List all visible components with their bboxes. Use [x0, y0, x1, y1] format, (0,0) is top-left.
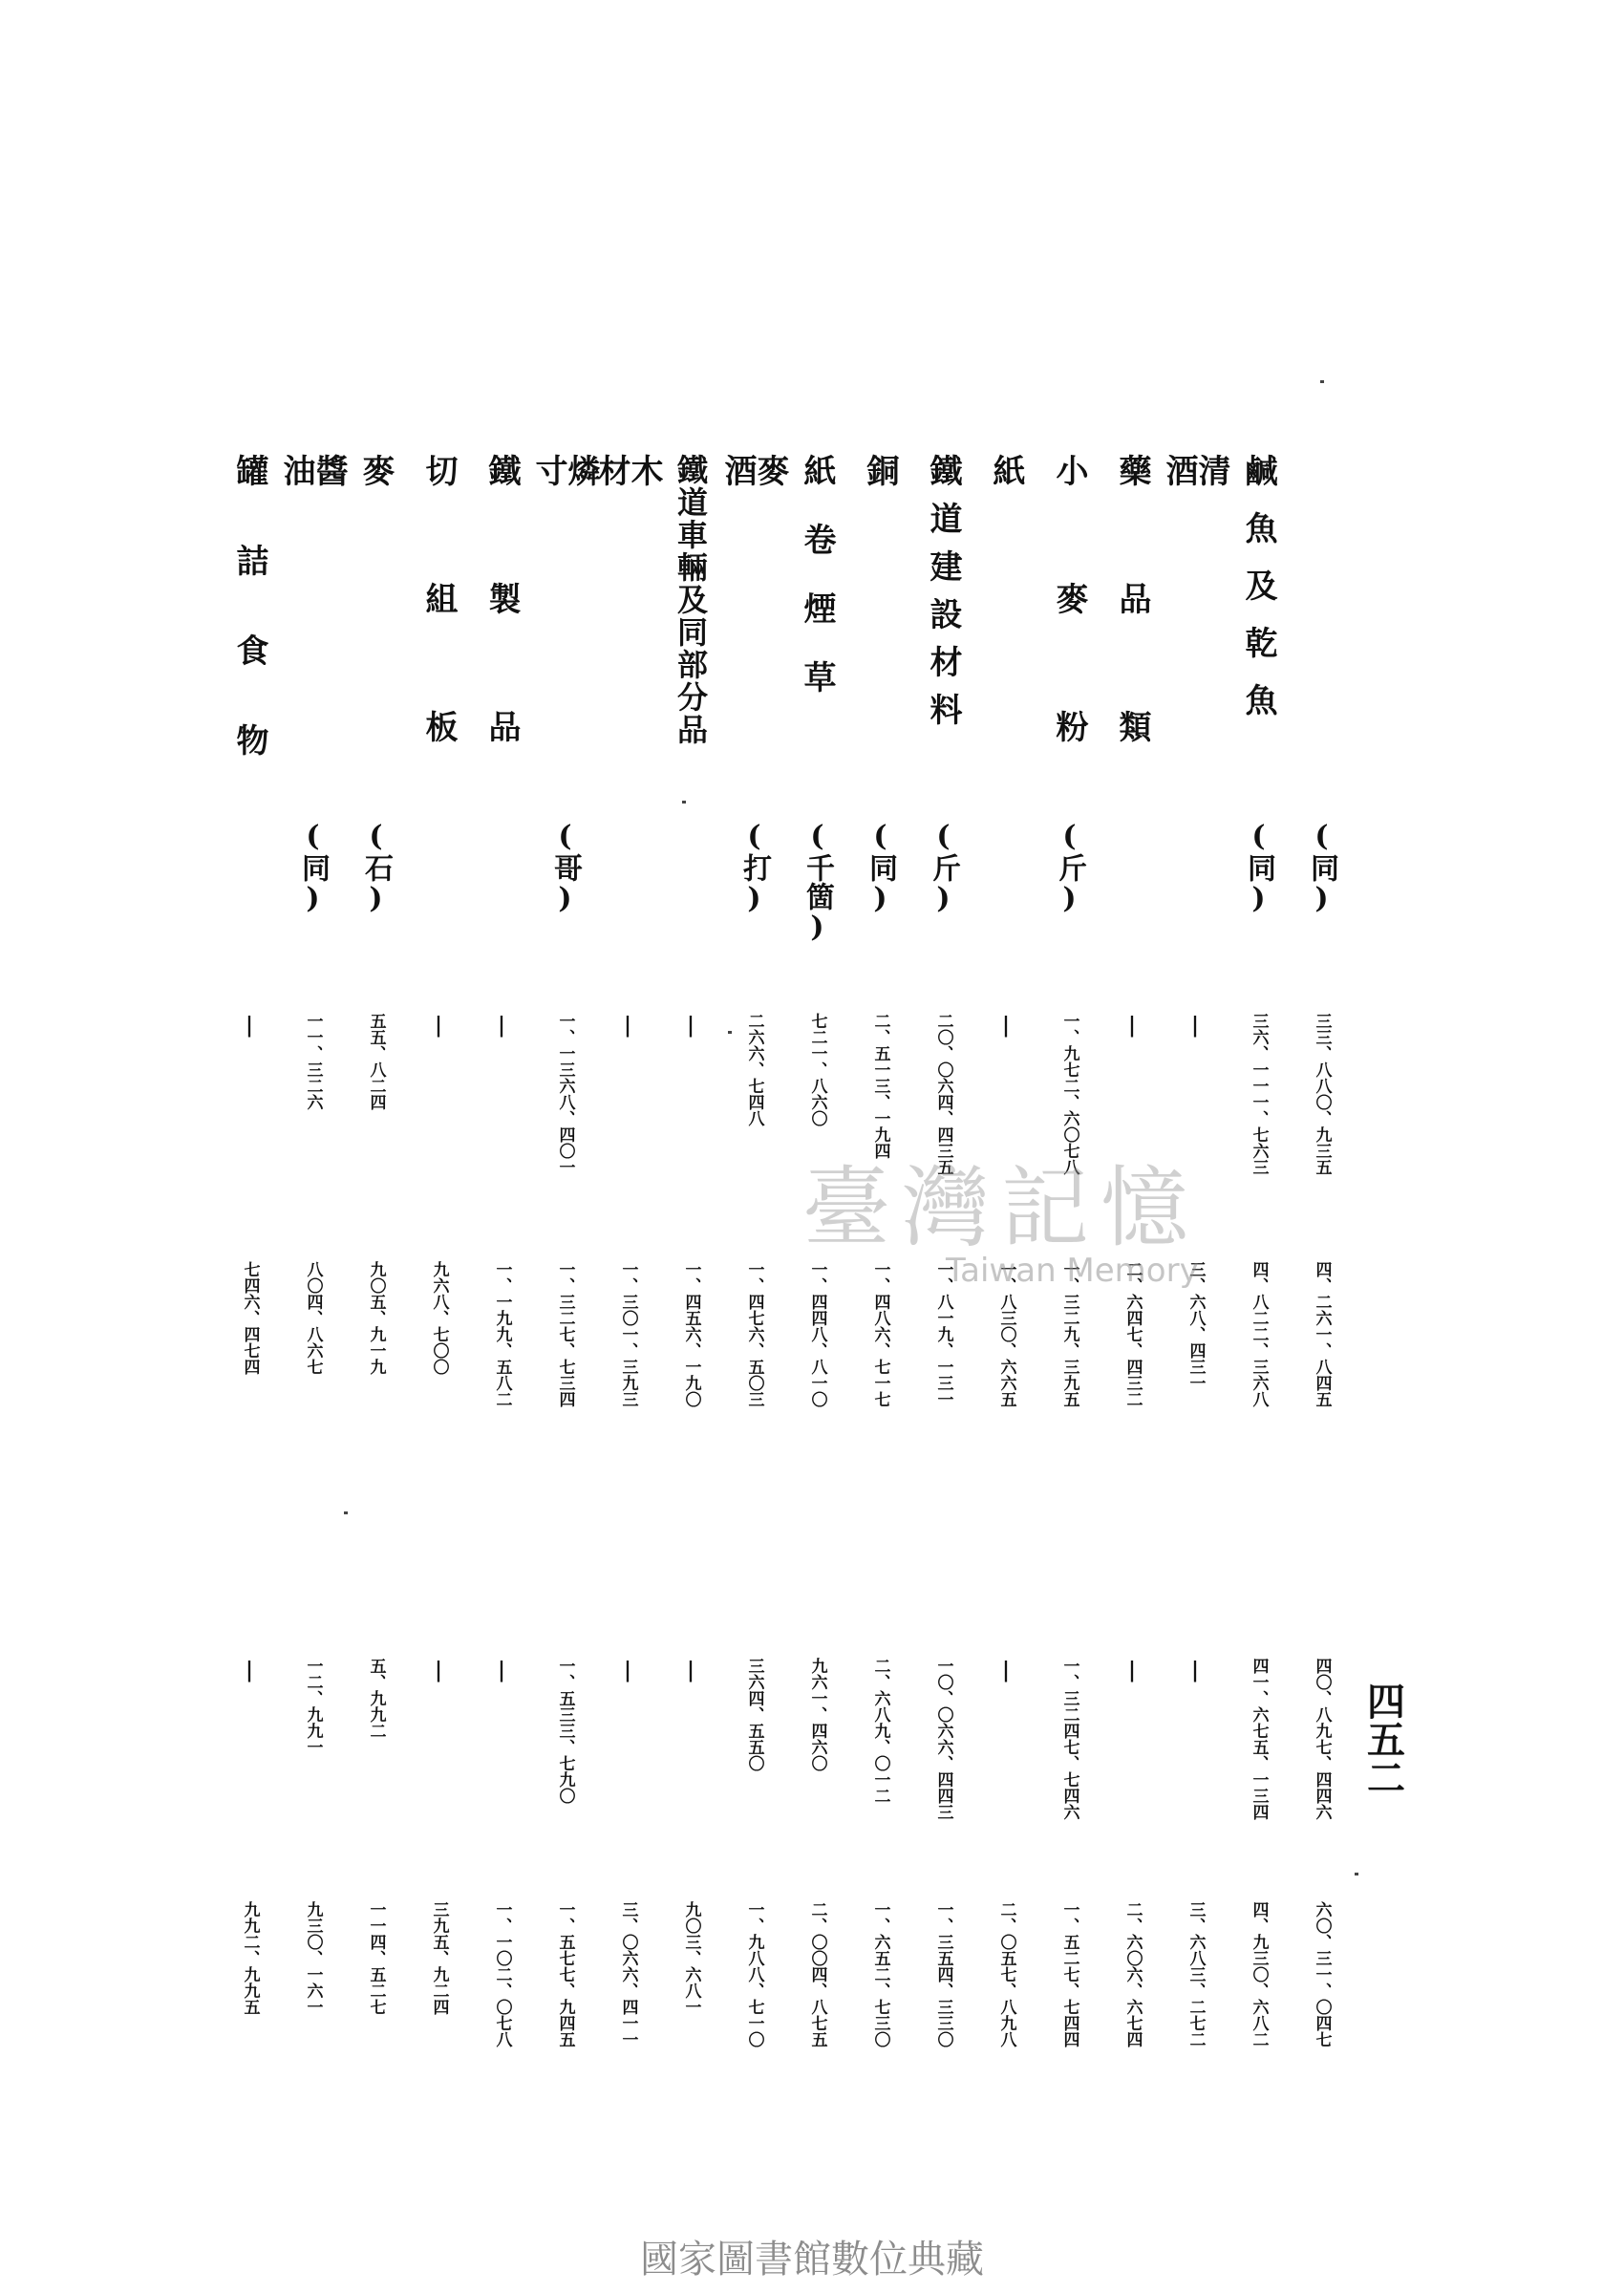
unit-label	[974, 820, 1037, 944]
unit-label: (同)	[1242, 820, 1275, 915]
value-cell: 一、三五四、三三〇	[933, 1901, 953, 2047]
value-cell: |	[678, 1013, 703, 1038]
value-cell: 一一四、五二七	[366, 1901, 386, 2015]
watermark-logo: 臺灣記憶	[802, 1157, 1201, 1259]
value-cell: 一、五二七、七四四	[1059, 1901, 1079, 2047]
value-cell: 四〇、八九七、四四六	[1312, 1658, 1332, 1820]
commodity-name: 鐵製品	[482, 454, 521, 838]
value-cell: 一、四五六、一九〇	[681, 1261, 701, 1407]
unit-label	[407, 820, 470, 944]
value-cell: |	[489, 1658, 514, 1682]
unit-label: (哥)	[548, 820, 582, 915]
value-cell: 四、九三〇、六八二	[1249, 1901, 1269, 2047]
unit-label	[659, 820, 722, 944]
value-cell: 一、九七二、六〇七八	[1059, 1013, 1079, 1175]
value-cell: 四、八二二、三六八	[1249, 1261, 1269, 1407]
value-cell: 二〇、〇六四、四三五	[933, 1013, 953, 1175]
value-cell: 三、六八三、二七二	[1186, 1901, 1206, 2047]
value-cell: 一、五三三、七九〇	[555, 1658, 575, 1804]
value-cell: 一、一三六八、四〇一	[555, 1013, 575, 1175]
page-number: 四五二	[1360, 1682, 1406, 1796]
unit-label: (千箇)	[801, 820, 834, 944]
watermark	[802, 1156, 1299, 1309]
commodity-name: 鐵道車輛及同部分品	[673, 454, 709, 746]
value-cell: 六〇、三一、〇四七	[1312, 1901, 1332, 2047]
value-cell: 一、三二九、三九五	[1059, 1261, 1079, 1407]
commodity-name: 鐵道建設材料	[924, 454, 962, 740]
commodity-name: 燐寸	[529, 454, 600, 716]
value-cell: |	[426, 1013, 451, 1038]
value-cell: 三六、一一一、七六三	[1249, 1013, 1269, 1175]
value-cell: 九三〇、一六一	[303, 1901, 323, 2015]
value-cell: 四一、六七五、一三四	[1249, 1658, 1269, 1820]
value-cell: |	[994, 1658, 1018, 1682]
unit-label	[1100, 820, 1164, 944]
value-cell: 九〇五、九一九	[366, 1261, 386, 1375]
value-cell: 二、六八九、〇一二	[870, 1658, 890, 1804]
unit-label: (打)	[737, 820, 771, 915]
value-cell: |	[237, 1658, 262, 1682]
commodity-name: 紙卷煙草	[798, 454, 836, 729]
value-cell: 一〇、〇六六、四四三	[933, 1658, 953, 1820]
value-cell: 一、一〇二、〇七八	[492, 1901, 512, 2047]
value-cell: 一、一九九、五八二	[492, 1261, 512, 1407]
unit-label: (斤)	[927, 820, 960, 915]
unit-label: (石)	[359, 820, 393, 915]
value-cell: 三三、八八〇、九三五	[1312, 1013, 1332, 1175]
value-cell: 一、三二四七、七四六	[1059, 1658, 1079, 1820]
unit-label	[596, 820, 659, 944]
unit-label: (同)	[296, 820, 330, 915]
unit-label: (同)	[1305, 820, 1338, 915]
unit-label	[1164, 820, 1227, 944]
value-cell: 七四六、四七四	[240, 1261, 260, 1375]
scan-speck	[1320, 380, 1324, 383]
value-cell: 一、四七六、五〇三	[744, 1261, 764, 1407]
value-cell: 三六四、五五〇	[744, 1658, 764, 1771]
value-cell: 一、四八六、七一七	[870, 1261, 890, 1407]
value-cell: 四、二六一、八四五	[1312, 1261, 1332, 1407]
unit-label	[218, 820, 281, 944]
value-cell: 一、三〇一、三九三	[618, 1261, 638, 1407]
value-cell: 八〇四、八六七	[303, 1261, 323, 1375]
scan-speck	[344, 1511, 348, 1514]
commodity-name: 切組板	[419, 454, 458, 838]
unit-label	[470, 820, 533, 944]
commodity-name: 清酒	[1160, 454, 1230, 716]
unit-label: (斤)	[1053, 820, 1086, 915]
value-cell: 一一、三二六	[303, 1013, 323, 1110]
commodity-name: 鹹魚及乾魚	[1239, 454, 1277, 740]
commodity-name: 銅	[861, 454, 899, 486]
commodity-name: 麥	[356, 454, 395, 486]
value-cell: 一、三二七、七三四	[555, 1261, 575, 1407]
commodity-name: 木材	[592, 454, 663, 716]
value-cell: 三、〇六六、四一一	[618, 1901, 638, 2047]
value-cell: 一、八一九、一三一	[933, 1261, 953, 1407]
value-cell: |	[1183, 1658, 1207, 1682]
value-cell: 二、六〇六、六七四	[1122, 1901, 1143, 2047]
scan-speck	[1355, 1873, 1358, 1875]
value-cell: 三九五、九二四	[429, 1901, 449, 2015]
commodity-name: 藥品類	[1113, 454, 1151, 838]
value-cell: 一、六五二、七三〇	[870, 1901, 890, 2047]
value-cell: 九六一、四六〇	[807, 1658, 827, 1771]
value-cell: 二、〇〇四、八七五	[807, 1901, 827, 2047]
commodity-name: 麥酒	[718, 454, 789, 677]
value-cell: 五五、八二四	[366, 1013, 386, 1110]
value-cell: 一、八三〇、六六五	[996, 1261, 1016, 1407]
commodity-name: 醬油	[277, 454, 348, 716]
value-cell: |	[426, 1658, 451, 1682]
watermark-caption: Taiwan Memory	[946, 1252, 1199, 1290]
value-cell: 七二一、八六〇	[807, 1013, 827, 1126]
value-cell: 五、九九二	[366, 1658, 386, 1739]
value-cell: |	[615, 1658, 640, 1682]
value-cell: |	[1183, 1013, 1207, 1038]
value-cell: |	[615, 1013, 640, 1038]
commodity-name: 罐詰食物	[230, 454, 268, 813]
commodity-name: 紙	[987, 454, 1025, 486]
value-cell: |	[237, 1013, 262, 1038]
value-cell: 一、九八八、七一〇	[744, 1901, 764, 2047]
footer-archive-label: 國家圖書館數位典藏	[640, 2238, 984, 2282]
value-cell: |	[1120, 1658, 1144, 1682]
value-cell: |	[1120, 1013, 1144, 1038]
value-cell: 九九二、九九五	[240, 1901, 260, 2015]
value-cell: |	[489, 1013, 514, 1038]
value-cell: 二、六四七、四三二	[1122, 1261, 1143, 1407]
value-cell: 一、四四八、八一〇	[807, 1261, 827, 1407]
value-cell: 二、〇五七、八九八	[996, 1901, 1016, 2047]
value-cell: 二六六、七四八	[744, 1013, 764, 1126]
value-cell: 九〇三、六八一	[681, 1901, 701, 2015]
value-cell: |	[678, 1658, 703, 1682]
value-cell: 一二、九九一	[303, 1658, 323, 1755]
commodity-name: 小麥粉	[1050, 454, 1088, 838]
value-cell: 三、六八、四三一	[1186, 1261, 1206, 1391]
value-cell: |	[994, 1013, 1018, 1038]
unit-label: (同)	[864, 820, 897, 915]
value-cell: 九六八、七〇〇	[429, 1261, 449, 1375]
value-cell: 二、五一三、一九四	[870, 1013, 890, 1159]
value-cell: 一、五七七、九四五	[555, 1901, 575, 2047]
